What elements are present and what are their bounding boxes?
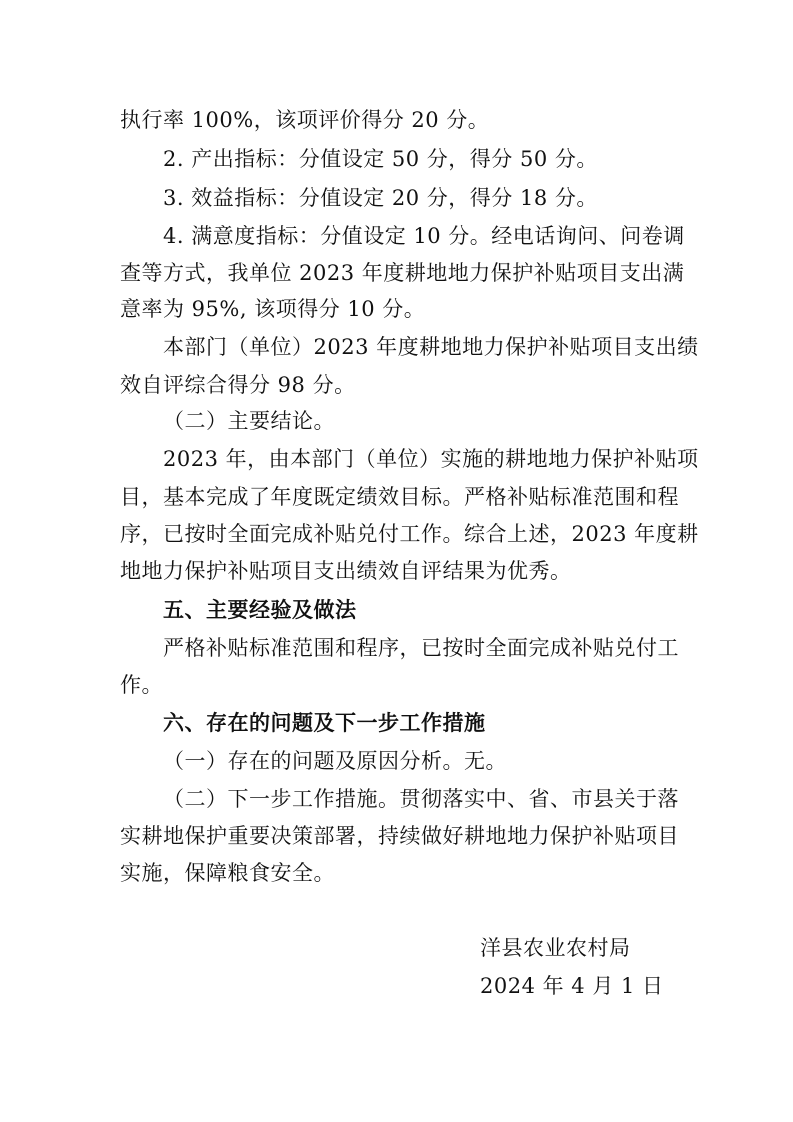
text-line: 2023 年，由本部门（单位）实施的耕地地力保护补贴项 [163, 447, 699, 471]
signature-org: 洋县农业农村局 [480, 936, 631, 960]
text-line: 本部门（单位）2023 年度耕地地力保护补贴项目支出绩 [163, 335, 699, 359]
text-line: 意率为 95%, 该项得分 10 分。 [120, 297, 426, 321]
text-line: 效自评综合得分 98 分。 [120, 373, 356, 397]
text-line: 实耕地保护重要决策部署，持续做好耕地地力保护补贴项目 [120, 824, 679, 848]
text-line: 序，已按时全面完成补贴兑付工作。综合上述，2023 年度耕 [120, 522, 699, 546]
section-heading: （二）主要结论。 [163, 409, 335, 433]
section-heading: （二）下一步工作措施。贯彻落实中、省、市县关于落 [163, 787, 679, 811]
text-line: 地地力保护补贴项目支出绩效自评结果为优秀。 [120, 559, 572, 583]
text-line: 目，基本完成了年度既定绩效目标。严格补贴标准范围和程 [120, 485, 679, 509]
text-line: 3. 效益指标：分值设定 20 分，得分 18 分。 [163, 186, 598, 210]
text-line: 2. 产出指标：分值设定 50 分，得分 50 分。 [163, 147, 598, 171]
text-line: 查等方式，我单位 2023 年度耕地地力保护补贴项目支出满 [120, 261, 685, 285]
section-heading: （一）存在的问题及原因分析。无。 [163, 749, 507, 773]
text-line: 4. 满意度指标：分值设定 10 分。经电话询问、问卷调 [163, 224, 685, 248]
signature-date: 2024 年 4 月 1 日 [480, 974, 664, 998]
text-line: 作。 [120, 673, 163, 697]
chapter-heading: 六、存在的问题及下一步工作措施 [163, 711, 486, 735]
text-line: 严格补贴标准范围和程序，已按时全面完成补贴兑付工 [163, 636, 679, 660]
text-line: 实施，保障粮食安全。 [120, 861, 335, 885]
text-line: 执行率 100%，该项评价得分 20 分。 [120, 108, 490, 132]
chapter-heading: 五、主要经验及做法 [163, 598, 357, 622]
